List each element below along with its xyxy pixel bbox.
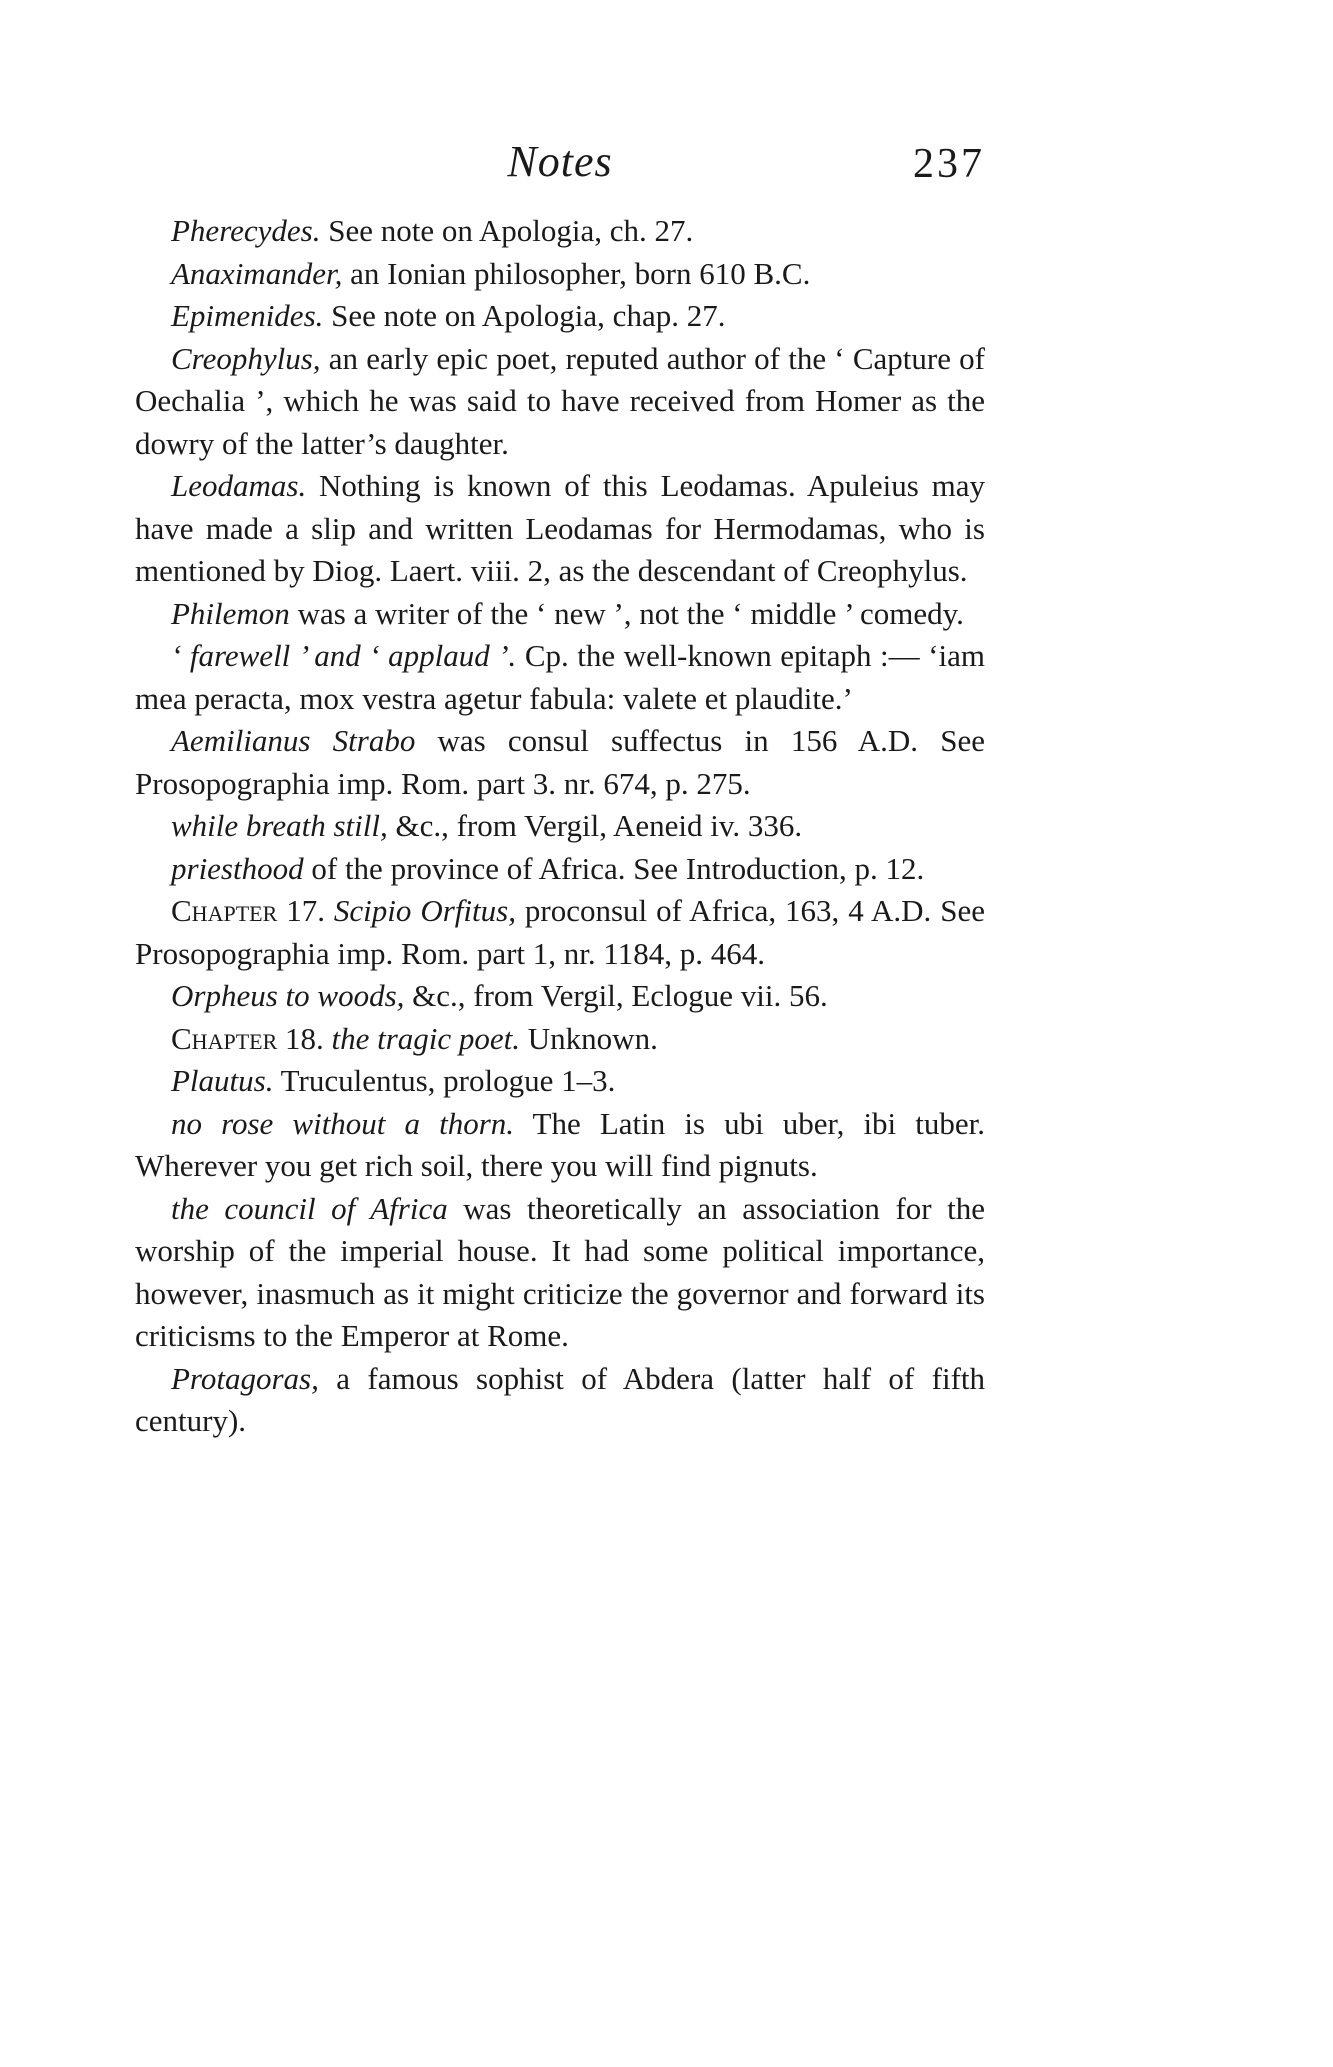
note-text: was consul suffectus in 156 A.D. See Prosopographia imp. Rom. part 3. nr. 674, p. 275. — [135, 723, 985, 801]
note-entry — [135, 465, 985, 593]
note-entry — [135, 1018, 985, 1061]
note-text: a famous sophist of Abdera (latter half of fifth century). — [135, 1360, 985, 1438]
note-entry — [135, 1358, 985, 1443]
note-text: Unknown. — [520, 1020, 658, 1056]
note-text: an Ionian philosopher, born 610 B.C. — [342, 255, 811, 291]
note-entry — [135, 210, 985, 253]
note-text: was theoretically an association for the worship of the imperial house. It had some political importance, however, inasmuch as it might criticize the governor and forward its criticisms to the Emperor at Rome. — [135, 1190, 985, 1353]
note-term: Creophylus, — [171, 340, 321, 376]
page-number: 237 — [913, 141, 985, 187]
note-term: Epimenides. — [171, 298, 324, 333]
page-header — [135, 130, 985, 210]
note-term: Anaximander, — [171, 255, 343, 291]
note-text: Cp. the well-known epitaph :— ‘iam mea peracta, mox vestra agetur fabula: valete et plaudite.’ — [135, 638, 985, 716]
note-term: Aemilianus Strabo — [171, 723, 416, 758]
note-text: of the province of Africa. See Introduction, p. 12. — [303, 850, 925, 886]
note-entry — [135, 635, 985, 720]
note-entry — [135, 253, 985, 296]
note-term: while breath still, — [171, 808, 388, 843]
note-term: no rose without a thorn. — [171, 1105, 515, 1141]
note-term: Plautus. — [171, 1063, 274, 1098]
note-term: priesthood — [171, 850, 304, 886]
note-text: The Latin is ubi uber, ibi tuber. Wherever you get rich soil, there you will find pignuts. — [135, 1105, 985, 1183]
note-entry — [135, 805, 985, 848]
note-entry — [135, 720, 985, 805]
note-text: proconsul of Africa, 163, 4 A.D. See Prosopographia imp. Rom. part 1, nr. 1184, p. 464. — [135, 893, 985, 971]
note-term: Leodamas. — [171, 468, 307, 503]
note-text: Nothing is known of this Leodamas. Apuleius may have made a slip and written Leodamas for Hermodamas, who is mentioned by Diog. Laert. viii. 2, as the descendant of Creophylus. — [135, 468, 985, 588]
note-entry — [135, 1060, 985, 1103]
note-entry — [135, 975, 985, 1018]
note-text: was a writer of the ‘ new ’, not the ‘ middle ’ comedy. — [289, 595, 964, 631]
running-title: Notes — [507, 137, 613, 186]
note-entry — [135, 848, 985, 891]
chapter-marker: Chapter 18. — [171, 1020, 324, 1056]
note-entry — [135, 890, 985, 975]
note-term: the council of Africa — [171, 1190, 448, 1226]
note-text: an early epic poet, reputed author of the ‘ Capture of Oechalia ’, which he was said to have received from Homer as the dowry of the latter’s daughter. — [135, 340, 985, 461]
note-term: Orpheus to woods, — [171, 978, 405, 1013]
notes-list — [135, 210, 985, 1443]
note-entry — [135, 1188, 985, 1358]
note-term: the tragic poet. — [323, 1020, 521, 1056]
note-term: Pherecydes. — [171, 213, 321, 248]
note-term: Protagoras, — [171, 1360, 319, 1396]
note-text: See note on Apologia, ch. 27. — [320, 213, 694, 248]
note-entry — [135, 1103, 985, 1188]
chapter-marker: Chapter 17. — [171, 893, 325, 928]
note-text: &c., from Vergil, Aeneid iv. 336. — [387, 808, 803, 843]
note-entry — [135, 593, 985, 636]
note-term: Philemon — [171, 595, 290, 631]
note-entry — [135, 295, 985, 338]
note-text: &c., from Vergil, Eclogue vii. 56. — [404, 978, 828, 1013]
note-term: ‘ farewell ’ and ‘ applaud ’. — [171, 638, 517, 673]
book-page — [135, 130, 985, 1443]
note-entry — [135, 338, 985, 466]
note-term: Scipio Orfitus, — [324, 893, 516, 928]
note-text: Truculentus, prologue 1–3. — [273, 1063, 616, 1098]
note-text: See note on Apologia, chap. 27. — [323, 298, 726, 333]
